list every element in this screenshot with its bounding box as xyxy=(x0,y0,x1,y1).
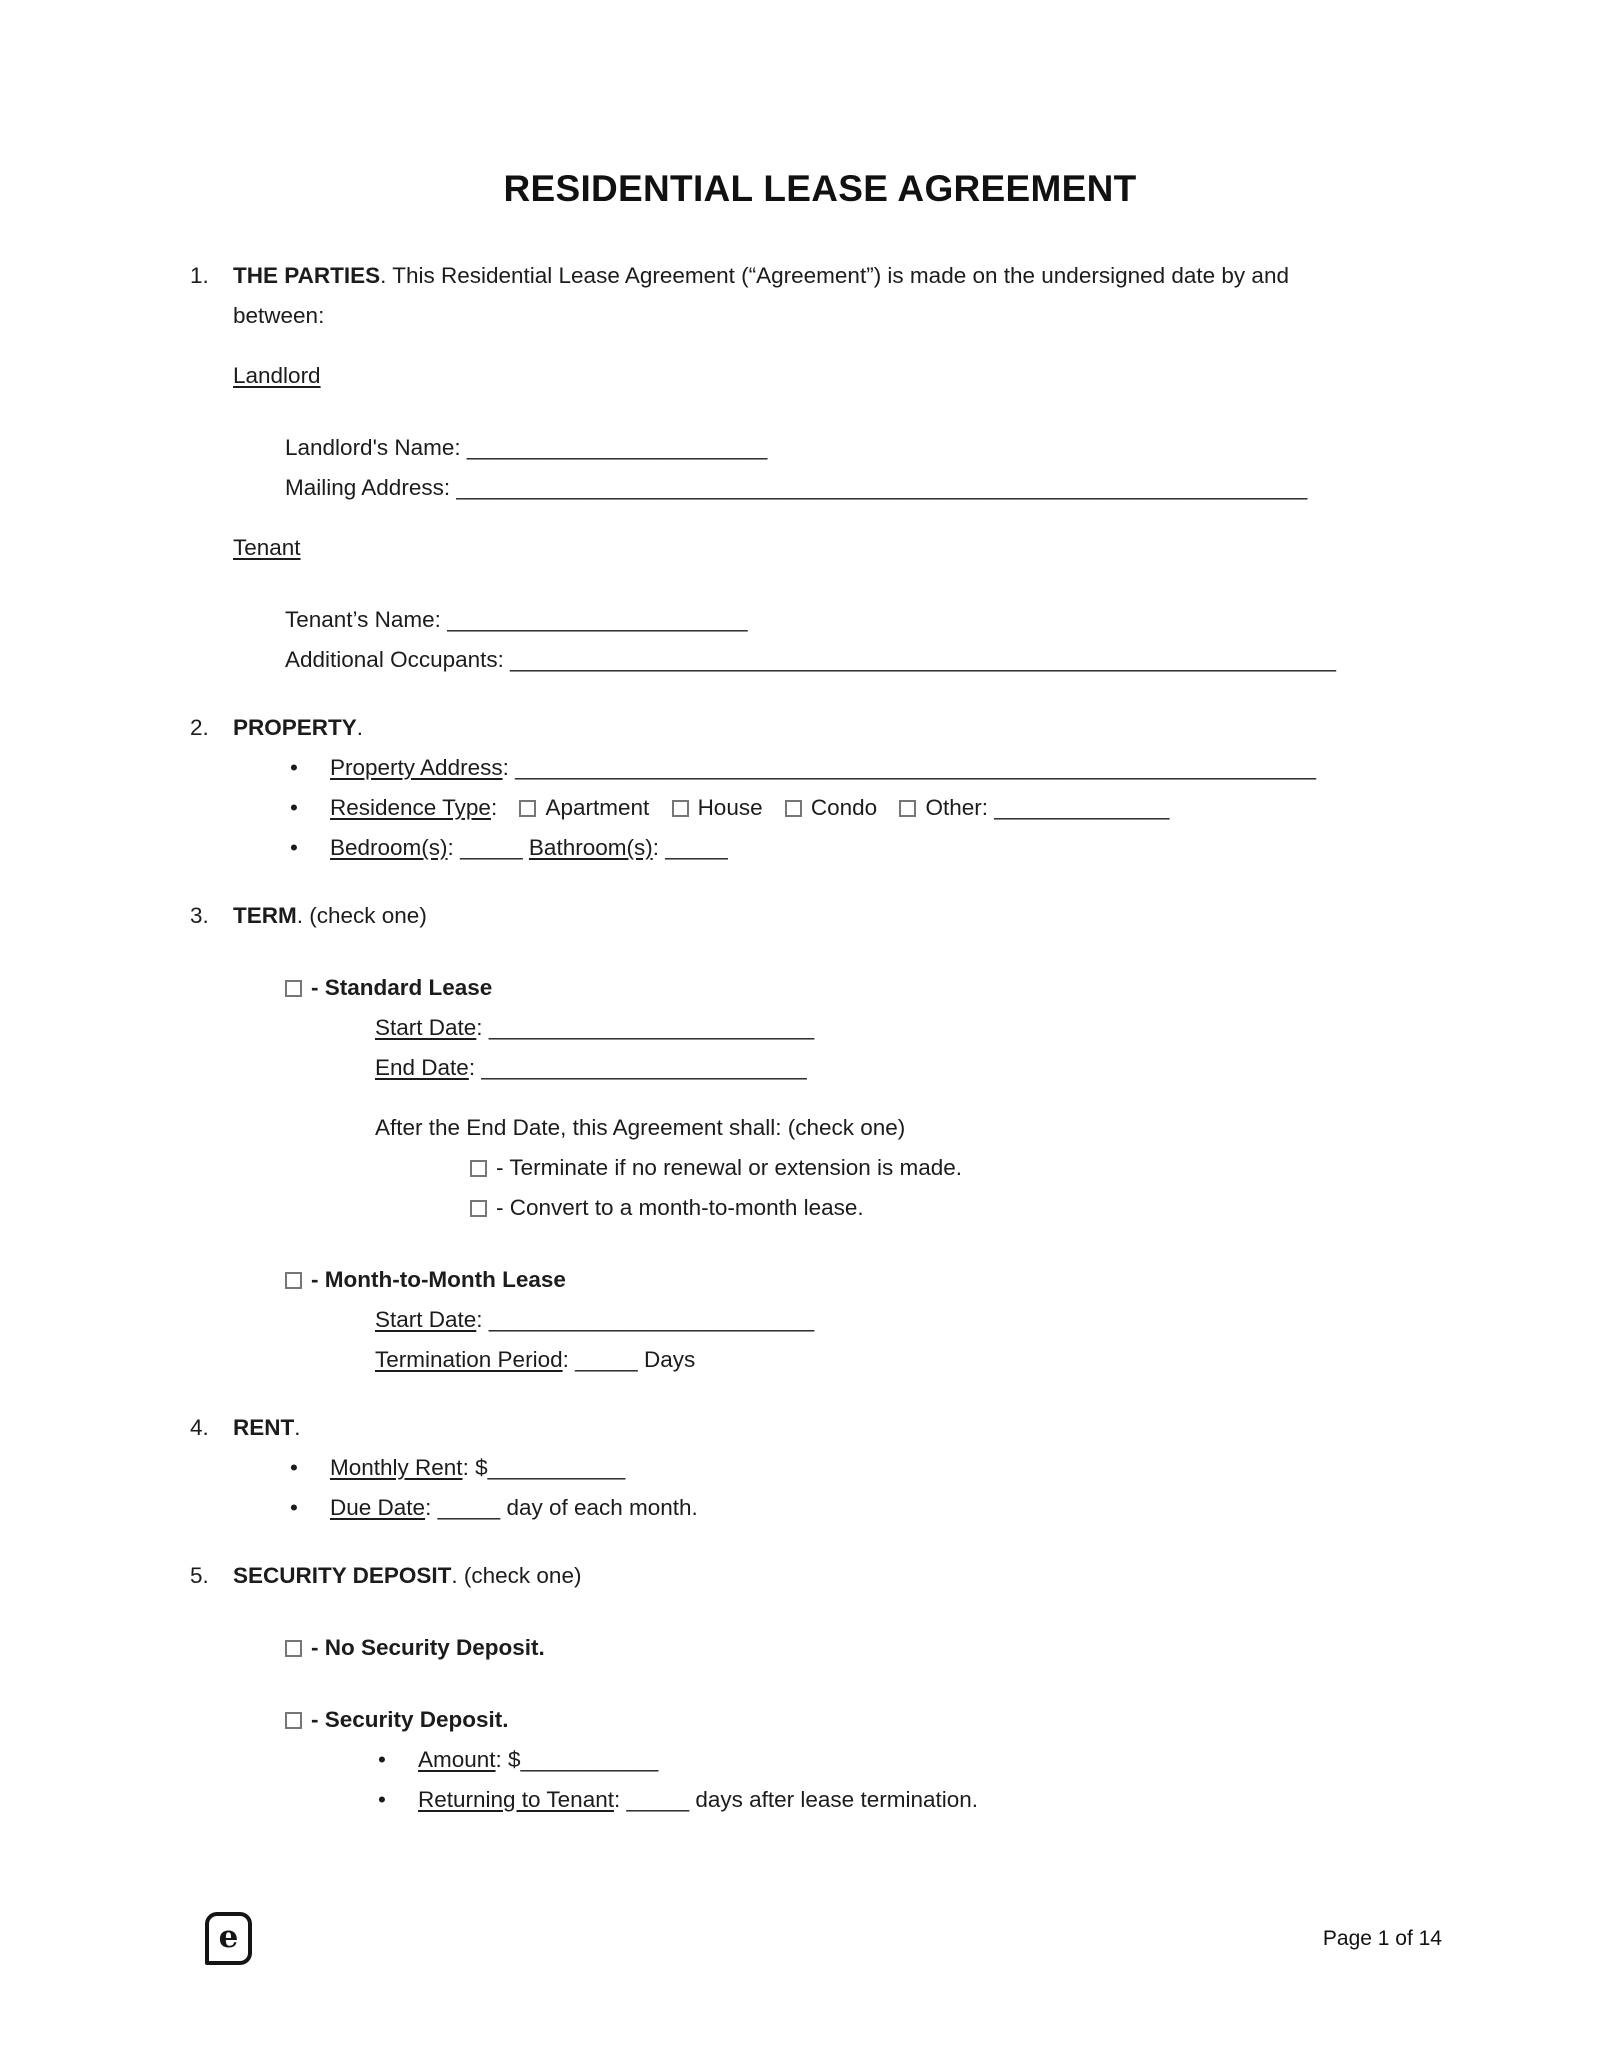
section-3-number: 3. xyxy=(190,903,209,928)
colon: : xyxy=(425,1495,432,1520)
bullet-icon: • xyxy=(290,1495,298,1520)
checkbox-terminate[interactable] xyxy=(470,1160,487,1177)
bullet-icon: • xyxy=(290,1455,298,1480)
landlord-fields xyxy=(285,428,1450,508)
eforms-logo-letter: e xyxy=(218,1919,239,1955)
security-deposit-fields xyxy=(378,1740,1450,1820)
checkbox-security-deposit[interactable] xyxy=(285,1712,302,1729)
colon-dollar: : $ xyxy=(495,1747,521,1772)
bedrooms-blank[interactable]: _____ xyxy=(460,835,523,860)
end-date-label: End Date xyxy=(375,1055,469,1080)
colon: : xyxy=(562,1347,569,1372)
tenant-name-row xyxy=(285,600,1450,640)
monthly-rent-row xyxy=(290,1448,1450,1488)
start-date-row xyxy=(375,1008,1450,1048)
month-to-month-row xyxy=(285,1260,1450,1300)
property-heading-period: . xyxy=(356,715,364,740)
checkbox-convert[interactable] xyxy=(470,1200,487,1217)
returning-to-tenant-blank[interactable]: _____ xyxy=(626,1787,690,1812)
tenant-heading: Tenant xyxy=(233,535,301,560)
section-5-number: 5. xyxy=(190,1563,209,1588)
section-4-number: 4. xyxy=(190,1415,209,1440)
monthly-rent-blank[interactable]: ___________ xyxy=(487,1455,626,1480)
section-2-number: 2. xyxy=(190,715,209,740)
bullet-icon: • xyxy=(290,835,298,860)
convert-option-label: - Convert to a month-to-month lease. xyxy=(496,1195,864,1220)
termination-period-label: Termination Period xyxy=(375,1347,563,1372)
property-heading: PROPERTY xyxy=(233,715,357,740)
monthly-rent-label: Monthly Rent xyxy=(330,1455,463,1480)
eforms-logo xyxy=(205,1912,252,1965)
residence-option-condo: Condo xyxy=(810,795,878,820)
mailing-address-label: Mailing Address: xyxy=(285,475,451,500)
residence-other-blank[interactable]: ______________ xyxy=(994,795,1170,820)
checkbox-no-security-deposit[interactable] xyxy=(285,1640,302,1657)
termination-period-row xyxy=(375,1340,1450,1380)
section-term xyxy=(190,896,1450,1380)
additional-occupants-blank[interactable]: __________________________________________________________________ xyxy=(510,647,1337,672)
end-date-row xyxy=(375,1048,1450,1088)
checkbox-standard-lease[interactable] xyxy=(285,980,302,997)
start-date-blank[interactable]: __________________________ xyxy=(488,1015,815,1040)
termination-period-after: Days xyxy=(643,1347,696,1372)
residence-type-label: Residence Type xyxy=(330,795,491,820)
security-deposit-row xyxy=(285,1700,1450,1740)
security-deposit-heading-row xyxy=(233,1556,1450,1596)
parties-intro-text: . This Residential Lease Agreement (“Agreement”) is made on the undersigned date by and between: xyxy=(233,263,1289,328)
colon: : xyxy=(490,795,498,820)
mailing-address-row xyxy=(285,468,1450,508)
termination-period-blank[interactable]: _____ xyxy=(575,1347,638,1372)
document-content xyxy=(190,168,1450,1820)
amount-label: Amount xyxy=(418,1747,496,1772)
page-footer xyxy=(205,1912,1442,1965)
section-1-number: 1. xyxy=(190,263,209,288)
property-address-blank[interactable]: ________________________________________________________________ xyxy=(515,755,1316,780)
parties-intro xyxy=(233,256,1353,336)
rent-heading-period: . xyxy=(294,1415,301,1440)
after-end-date-row xyxy=(375,1108,1450,1148)
term-heading-row xyxy=(233,896,1450,936)
term-heading-rest: . (check one) xyxy=(296,903,427,928)
security-deposit-heading: SECURITY DEPOSIT xyxy=(233,1563,452,1588)
bathrooms-label: Bathroom(s) xyxy=(528,835,653,860)
mtm-start-date-row xyxy=(375,1300,1450,1340)
rent-bullet-list xyxy=(290,1448,1450,1528)
month-to-month-fields xyxy=(375,1300,1450,1380)
bullet-icon: • xyxy=(378,1787,386,1812)
residence-option-apartment: Apartment xyxy=(545,795,650,820)
colon: : xyxy=(652,835,659,860)
amount-row xyxy=(378,1740,1450,1780)
checkbox-apartment[interactable] xyxy=(519,800,536,817)
colon: : xyxy=(502,755,509,780)
start-date-label: Start Date xyxy=(375,1015,477,1040)
colon-dollar: : $ xyxy=(462,1455,488,1480)
colon: : xyxy=(468,1055,476,1080)
rent-heading: RENT xyxy=(233,1415,295,1440)
due-date-label: Due Date xyxy=(330,1495,426,1520)
security-deposit-heading-rest: . (check one) xyxy=(451,1563,582,1588)
tenant-name-label: Tenant’s Name: xyxy=(285,607,441,632)
tenant-fields xyxy=(285,600,1450,680)
property-bullet-list xyxy=(290,748,1450,868)
tenant-name-blank[interactable]: ________________________ xyxy=(447,607,748,632)
landlord-subsection xyxy=(233,356,1450,396)
property-address-label: Property Address xyxy=(330,755,503,780)
parties-heading: THE PARTIES xyxy=(233,263,381,288)
term-heading: TERM xyxy=(233,903,297,928)
no-security-deposit-label: - No Security Deposit. xyxy=(311,1635,545,1660)
mtm-start-date-label: Start Date xyxy=(375,1307,477,1332)
landlord-heading: Landlord xyxy=(233,363,321,388)
landlord-name-row xyxy=(285,428,1450,468)
bullet-icon: • xyxy=(378,1747,386,1772)
colon: : xyxy=(476,1307,483,1332)
residence-option-house: House xyxy=(697,795,763,820)
property-heading-row xyxy=(233,708,1450,748)
checkbox-condo[interactable] xyxy=(785,800,802,817)
terminate-option-row xyxy=(470,1148,1450,1188)
returning-to-tenant-row xyxy=(378,1780,1450,1820)
landlord-name-blank[interactable]: ________________________ xyxy=(466,435,768,460)
bullet-icon: • xyxy=(290,755,298,780)
end-date-blank[interactable]: __________________________ xyxy=(481,1055,807,1080)
bathrooms-blank[interactable]: _____ xyxy=(665,835,728,860)
rent-heading-row xyxy=(233,1408,1450,1448)
section-security-deposit xyxy=(190,1556,1450,1820)
property-address-row xyxy=(290,748,1450,788)
page-number: Page 1 of 14 xyxy=(1322,1926,1442,1950)
standard-lease-row xyxy=(285,968,1450,1008)
section-the-parties xyxy=(190,256,1450,680)
after-end-date-options xyxy=(470,1148,1450,1228)
section-property xyxy=(190,708,1450,868)
residence-type-row xyxy=(290,788,1450,828)
after-end-date-text: After the End Date, this Agreement shall: (check one) xyxy=(375,1115,906,1140)
standard-lease-label: - Standard Lease xyxy=(311,975,493,1000)
checkbox-month-to-month[interactable] xyxy=(285,1272,302,1289)
convert-option-row xyxy=(470,1188,1450,1228)
colon: : xyxy=(476,1015,483,1040)
bedrooms-bathrooms-row xyxy=(290,828,1450,868)
residence-option-other-label: Other: xyxy=(925,795,988,820)
security-deposit-label: - Security Deposit. xyxy=(311,1707,509,1732)
due-date-blank[interactable]: _____ xyxy=(437,1495,501,1520)
checkbox-house[interactable] xyxy=(672,800,689,817)
checkbox-other[interactable] xyxy=(899,800,916,817)
bullet-icon: • xyxy=(290,795,298,820)
additional-occupants-label: Additional Occupants: xyxy=(285,647,504,672)
returning-to-tenant-label: Returning to Tenant xyxy=(418,1787,614,1812)
standard-lease-fields xyxy=(375,1008,1450,1088)
colon: : xyxy=(613,1787,621,1812)
section-rent xyxy=(190,1408,1450,1528)
returning-to-tenant-after: days after lease termination. xyxy=(695,1787,979,1812)
colon: : xyxy=(447,835,454,860)
bedrooms-label: Bedroom(s) xyxy=(330,835,448,860)
tenant-subsection xyxy=(233,528,1450,568)
due-date-row xyxy=(290,1488,1450,1528)
amount-blank[interactable]: ___________ xyxy=(520,1747,659,1772)
mailing-address-blank[interactable]: ____________________________________________________________________ xyxy=(456,475,1308,500)
month-to-month-label: - Month-to-Month Lease xyxy=(311,1267,566,1292)
mtm-start-date-blank[interactable]: __________________________ xyxy=(488,1307,815,1332)
landlord-name-label: Landlord's Name: xyxy=(285,435,461,460)
document-title: RESIDENTIAL LEASE AGREEMENT xyxy=(503,168,1137,209)
no-security-deposit-row xyxy=(285,1628,1450,1668)
due-date-after: day of each month. xyxy=(506,1495,698,1520)
additional-occupants-row xyxy=(285,640,1450,680)
terminate-option-label: - Terminate if no renewal or extension is made. xyxy=(496,1155,963,1180)
